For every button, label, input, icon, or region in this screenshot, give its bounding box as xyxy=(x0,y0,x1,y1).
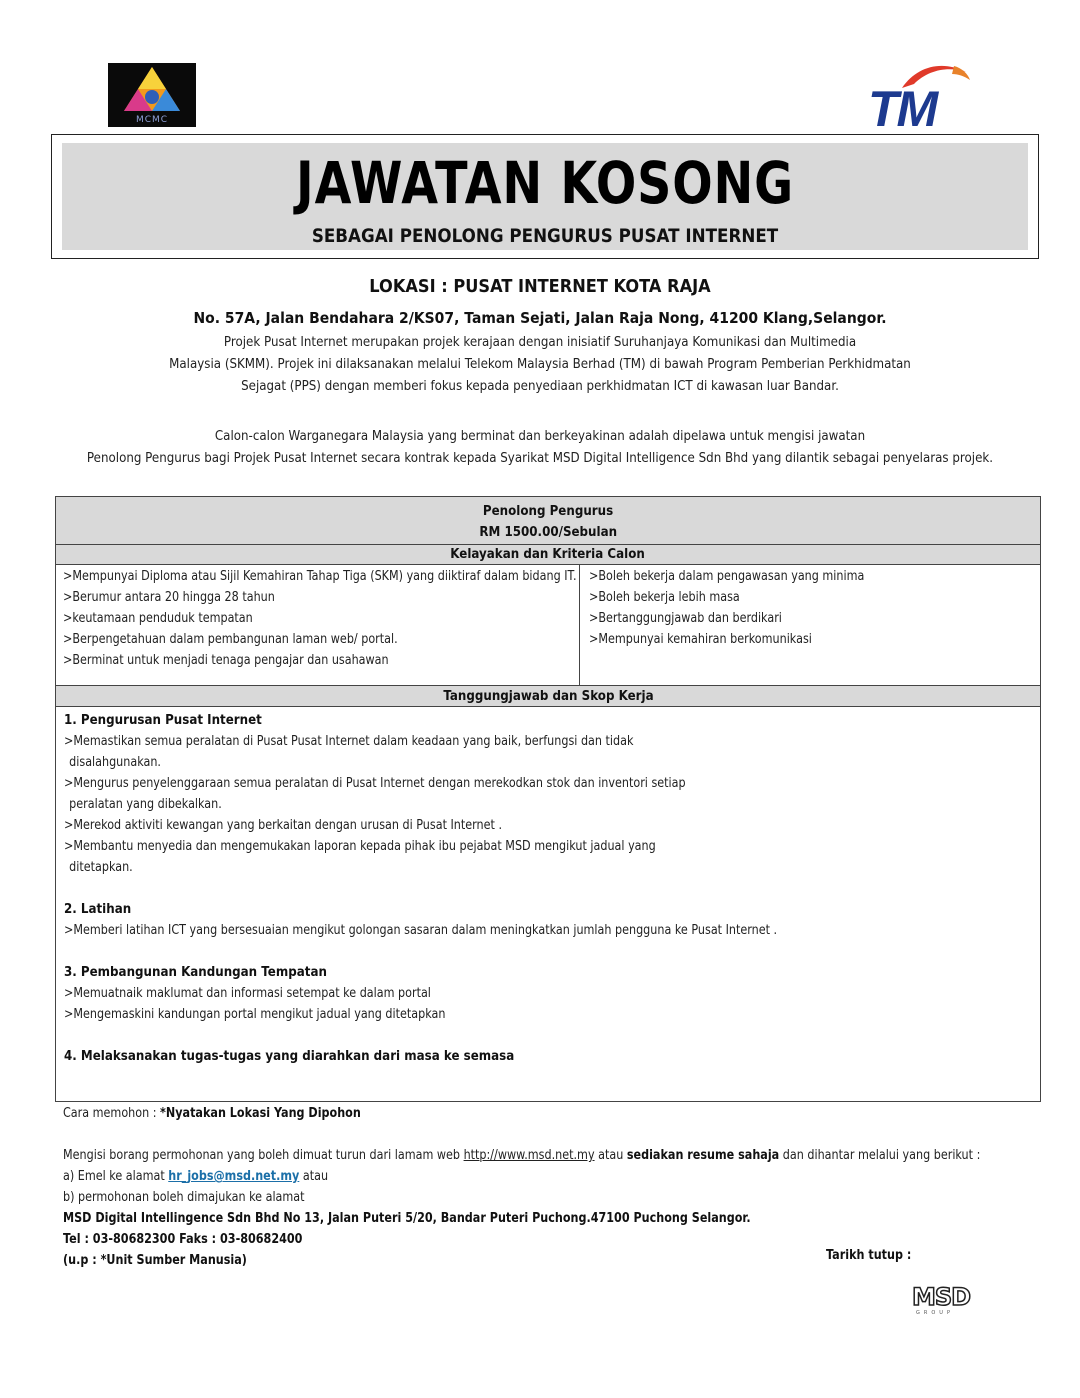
intro-line: Projek Pusat Internet merupakan projek kerajaan dengan inisiatif Suruhanjaya Komunikasi dan Multimedia xyxy=(223,334,857,350)
position-title: Penolong Pengurus xyxy=(482,503,614,519)
website-link[interactable]: http://www.msd.net.my xyxy=(463,1148,595,1163)
page-subtitle: SEBAGAI PENOLONG PENGURUS PUSAT INTERNET xyxy=(311,225,779,247)
closing-date-label: Tarikh tutup : xyxy=(826,1248,912,1263)
how-to-apply xyxy=(63,1103,889,1124)
company-address-text: MSD Digital Intellingence Sdn Bhd No 13, Jalan Puteri 5/20, Bandar Puteri Puchong.47100 Puchong Selangor. xyxy=(63,1211,751,1226)
duty-section-title: 1. Pengurusan Pusat Internet xyxy=(64,712,262,728)
email-pre: a) Emel ke alamat xyxy=(63,1169,169,1184)
email-link[interactable]: hr_jobs@msd.net.my xyxy=(168,1169,300,1184)
criteria-item: >Berpengetahuan dalam pembangunan laman web/ portal. xyxy=(63,632,398,647)
intro-line: Sejagat (PPS) dengan memberi fokus kepada penyediaan perkhidmatan ICT di kawasan luar Bandar. xyxy=(241,378,839,394)
criteria-right-column xyxy=(580,565,1040,686)
position-header xyxy=(56,497,1040,545)
invite-paragraph xyxy=(65,425,1015,469)
criteria-item: >Boleh bekerja lebih masa xyxy=(589,590,740,605)
application-info xyxy=(63,1103,1023,1271)
job-details-table xyxy=(55,496,1041,1102)
msd-logo-text: MSD xyxy=(912,1283,971,1311)
email-post: atau xyxy=(299,1169,329,1184)
criteria-item: >Mempunyai Diploma atau Sijil Kemahiran Tahap Tiga (SKM) yang diiktiraf dalam bidang IT. xyxy=(63,569,577,584)
form-instruction xyxy=(63,1145,981,1166)
fill-pre: Mengisi borang permohonan yang boleh dimuat turun dari lamam web xyxy=(63,1148,464,1163)
email-instruction xyxy=(63,1166,889,1187)
contact-numbers xyxy=(63,1229,889,1250)
intro-paragraph xyxy=(65,331,1015,397)
criteria-item: >Mempunyai kemahiran berkomunikasi xyxy=(589,632,812,647)
tm-logo xyxy=(862,58,972,137)
invite-line: Penolong Pengurus bagi Projek Pusat Internet secara kontrak kepada Syarikat MSD Digital Intelligence Sdn Bhd yang dilantik sebagai penyelaras projek. xyxy=(86,450,994,466)
mcmc-logo-text: MCMC xyxy=(135,115,169,125)
fill-bold: sediakan resume sahaja xyxy=(626,1148,780,1163)
duty-item: disalahgunakan. xyxy=(69,755,161,770)
invite-line: Calon-calon Warganegara Malaysia yang berminat dan berkeyakinan adalah dipelawa untuk mengisi jawatan xyxy=(214,428,866,444)
mcmc-logo xyxy=(108,63,196,127)
duty-item: >Memberi latihan ICT yang bersesuaian mengikut golongan sasaran dalam meningkatkan jumlah pengguna ke Pusat Internet . xyxy=(64,923,778,938)
company-address xyxy=(63,1208,889,1229)
tm-logo-text: TM xyxy=(868,81,937,137)
duty-item: >Merekod aktiviti kewangan yang berkaitan dengan urusan di Pusat Internet . xyxy=(64,818,503,833)
duty-item: peralatan yang dibekalkan. xyxy=(69,797,222,812)
post-instruction: b) permohonan boleh dimajukan ke alamat xyxy=(63,1190,305,1205)
criteria-item: >Boleh bekerja dalam pengawasan yang minima xyxy=(589,569,865,584)
how-value: *Nyatakan Lokasi Yang Dipohon xyxy=(160,1106,361,1121)
criteria-item: >keutamaan penduduk tempatan xyxy=(63,611,253,626)
duties-list xyxy=(64,710,1024,1067)
duty-item: >Memuatnaik maklumat dan informasi setempat ke dalam portal xyxy=(64,986,431,1001)
location-address: No. 57A, Jalan Bendahara 2/KS07, Taman Sejati, Jalan Raja Nong, 41200 Klang,Selangor. xyxy=(193,309,887,327)
header-box xyxy=(51,134,1039,259)
page-title: JAWATAN KOSONG xyxy=(296,149,794,217)
duty-item: >Mengemaskini kandungan portal mengikut jadual yang ditetapkan xyxy=(64,1007,446,1022)
criteria-heading: Kelayakan dan Kriteria Calon xyxy=(450,546,646,562)
criteria-item: >Berumur antara 20 hingga 28 tahun xyxy=(63,590,275,605)
duty-item: >Memastikan semua peralatan di Pusat Pusat Internet dalam keadaan yang baik, berfungsi dan tidak xyxy=(64,734,634,749)
msd-logo-subtext: GROUP xyxy=(916,1310,954,1316)
criteria-header xyxy=(56,545,1040,565)
criteria-left-column xyxy=(56,565,580,686)
duty-item: >Membantu menyedia dan mengemukakan laporan kepada pihak ibu pejabat MSD mengikut jadual yang xyxy=(64,839,656,854)
intro-line: Malaysia (SKMM). Projek ini dilaksanakan melalui Telekom Malaysia Berhad (TM) di bawah Program Pemberian Perkhidmatan xyxy=(169,356,911,372)
criteria-item: >Berminat untuk menjadi tenaga pengajar dan usahawan xyxy=(63,653,389,668)
duty-section-title: 2. Latihan xyxy=(64,901,132,917)
contact-numbers-text: Tel : 03-80682300 Faks : 03-80682400 xyxy=(63,1232,303,1247)
msd-logo xyxy=(912,1283,971,1317)
duty-section-title: 3. Pembangunan Kandungan Tempatan xyxy=(64,964,327,980)
duty-item: ditetapkan. xyxy=(69,860,133,875)
duty-item: >Mengurus penyelenggaraan semua peralatan di Pusat Internet dengan merekodkan stok dan inventori setiap xyxy=(64,776,686,791)
how-label: Cara memohon : xyxy=(63,1106,161,1121)
criteria-item: >Bertanggungjawab dan berdikari xyxy=(589,611,782,626)
attention-line xyxy=(63,1250,889,1271)
header-banner xyxy=(62,143,1028,250)
location-label: LOKASI : PUSAT INTERNET KOTA RAJA xyxy=(369,276,711,297)
fill-post: dan dihantar melalui yang berikut : xyxy=(779,1148,981,1163)
duties-heading: Tanggungjawab dan Skop Kerja xyxy=(442,688,654,704)
attention-text: (u.p : *Unit Sumber Manusia) xyxy=(63,1253,247,1268)
position-salary: RM 1500.00/Sebulan xyxy=(479,524,617,540)
duties-header xyxy=(56,686,1040,707)
duty-section-title: 4. Melaksanakan tugas-tugas yang diarahkan dari masa ke semasa xyxy=(64,1048,515,1064)
fill-mid: atau xyxy=(594,1148,627,1163)
